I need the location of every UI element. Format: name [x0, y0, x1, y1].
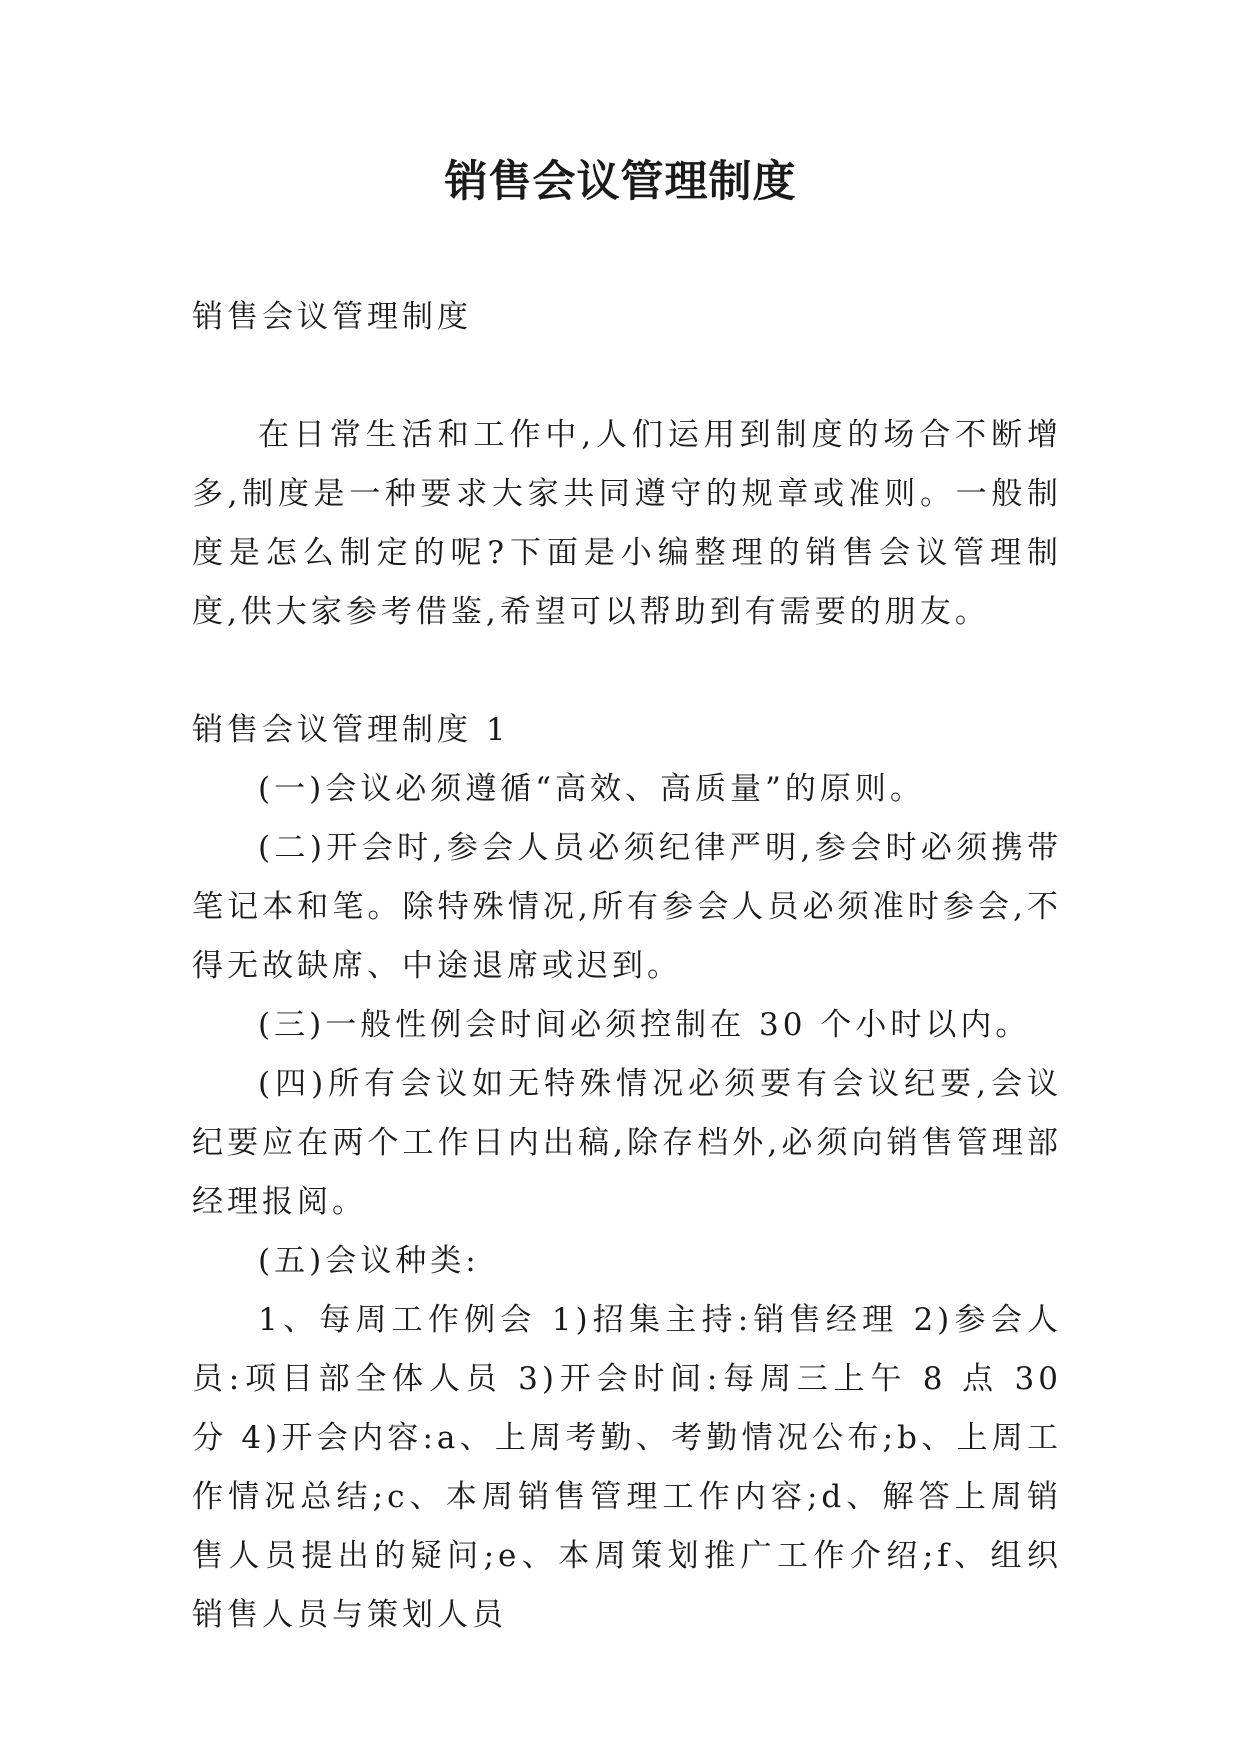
document-body: [192, 288, 1062, 1645]
list-item: (二)开会时,参会人员必须纪律严明,参会时必须携带笔记本和笔。除特殊情况,所有参会人员必须准时参会,不得无故缺席、中途退席或迟到。: [192, 830, 1062, 984]
list-item: (三)一般性例会时间必须控制在 30 个小时以内。: [258, 1007, 1031, 1043]
document-subtitle: 销售会议管理制度: [192, 299, 472, 335]
list-item: (四)所有会议如无特殊情况必须要有会议纪要,会议纪要应在两个工作日内出稿,除存档外,必须向销售管理部经理报阅。: [192, 1066, 1062, 1220]
document-title: 销售会议管理制度: [444, 157, 797, 207]
intro-paragraph: 在日常生活和工作中,人们运用到制度的场合不断增多,制度是一种要求大家共同遵守的规章或准则。一般制度是怎么制定的呢?下面是小编整理的销售会议管理制度,供大家参考借鉴,希望可以帮助到有需要的朋友。: [192, 417, 1062, 630]
section-heading: 销售会议管理制度 1: [192, 712, 510, 748]
list-item: (一)会议必须遵循“高效、高质量”的原则。: [258, 771, 925, 807]
list-item: (五)会议种类:: [258, 1243, 480, 1279]
list-item: 1、每周工作例会 1)招集主持:销售经理 2)参会人员:项目部全体人员 3)开会时间:每周三上午 8 点 30 分 4)开会内容:a、上周考勤、考勤情况公布;b、上周工作情况总结;c、本周销售管理工作内容;d、解答上周销售人员提出的疑问;e、本周策划推广工作介绍;f、组织销售人员与策划人员: [192, 1302, 1062, 1633]
